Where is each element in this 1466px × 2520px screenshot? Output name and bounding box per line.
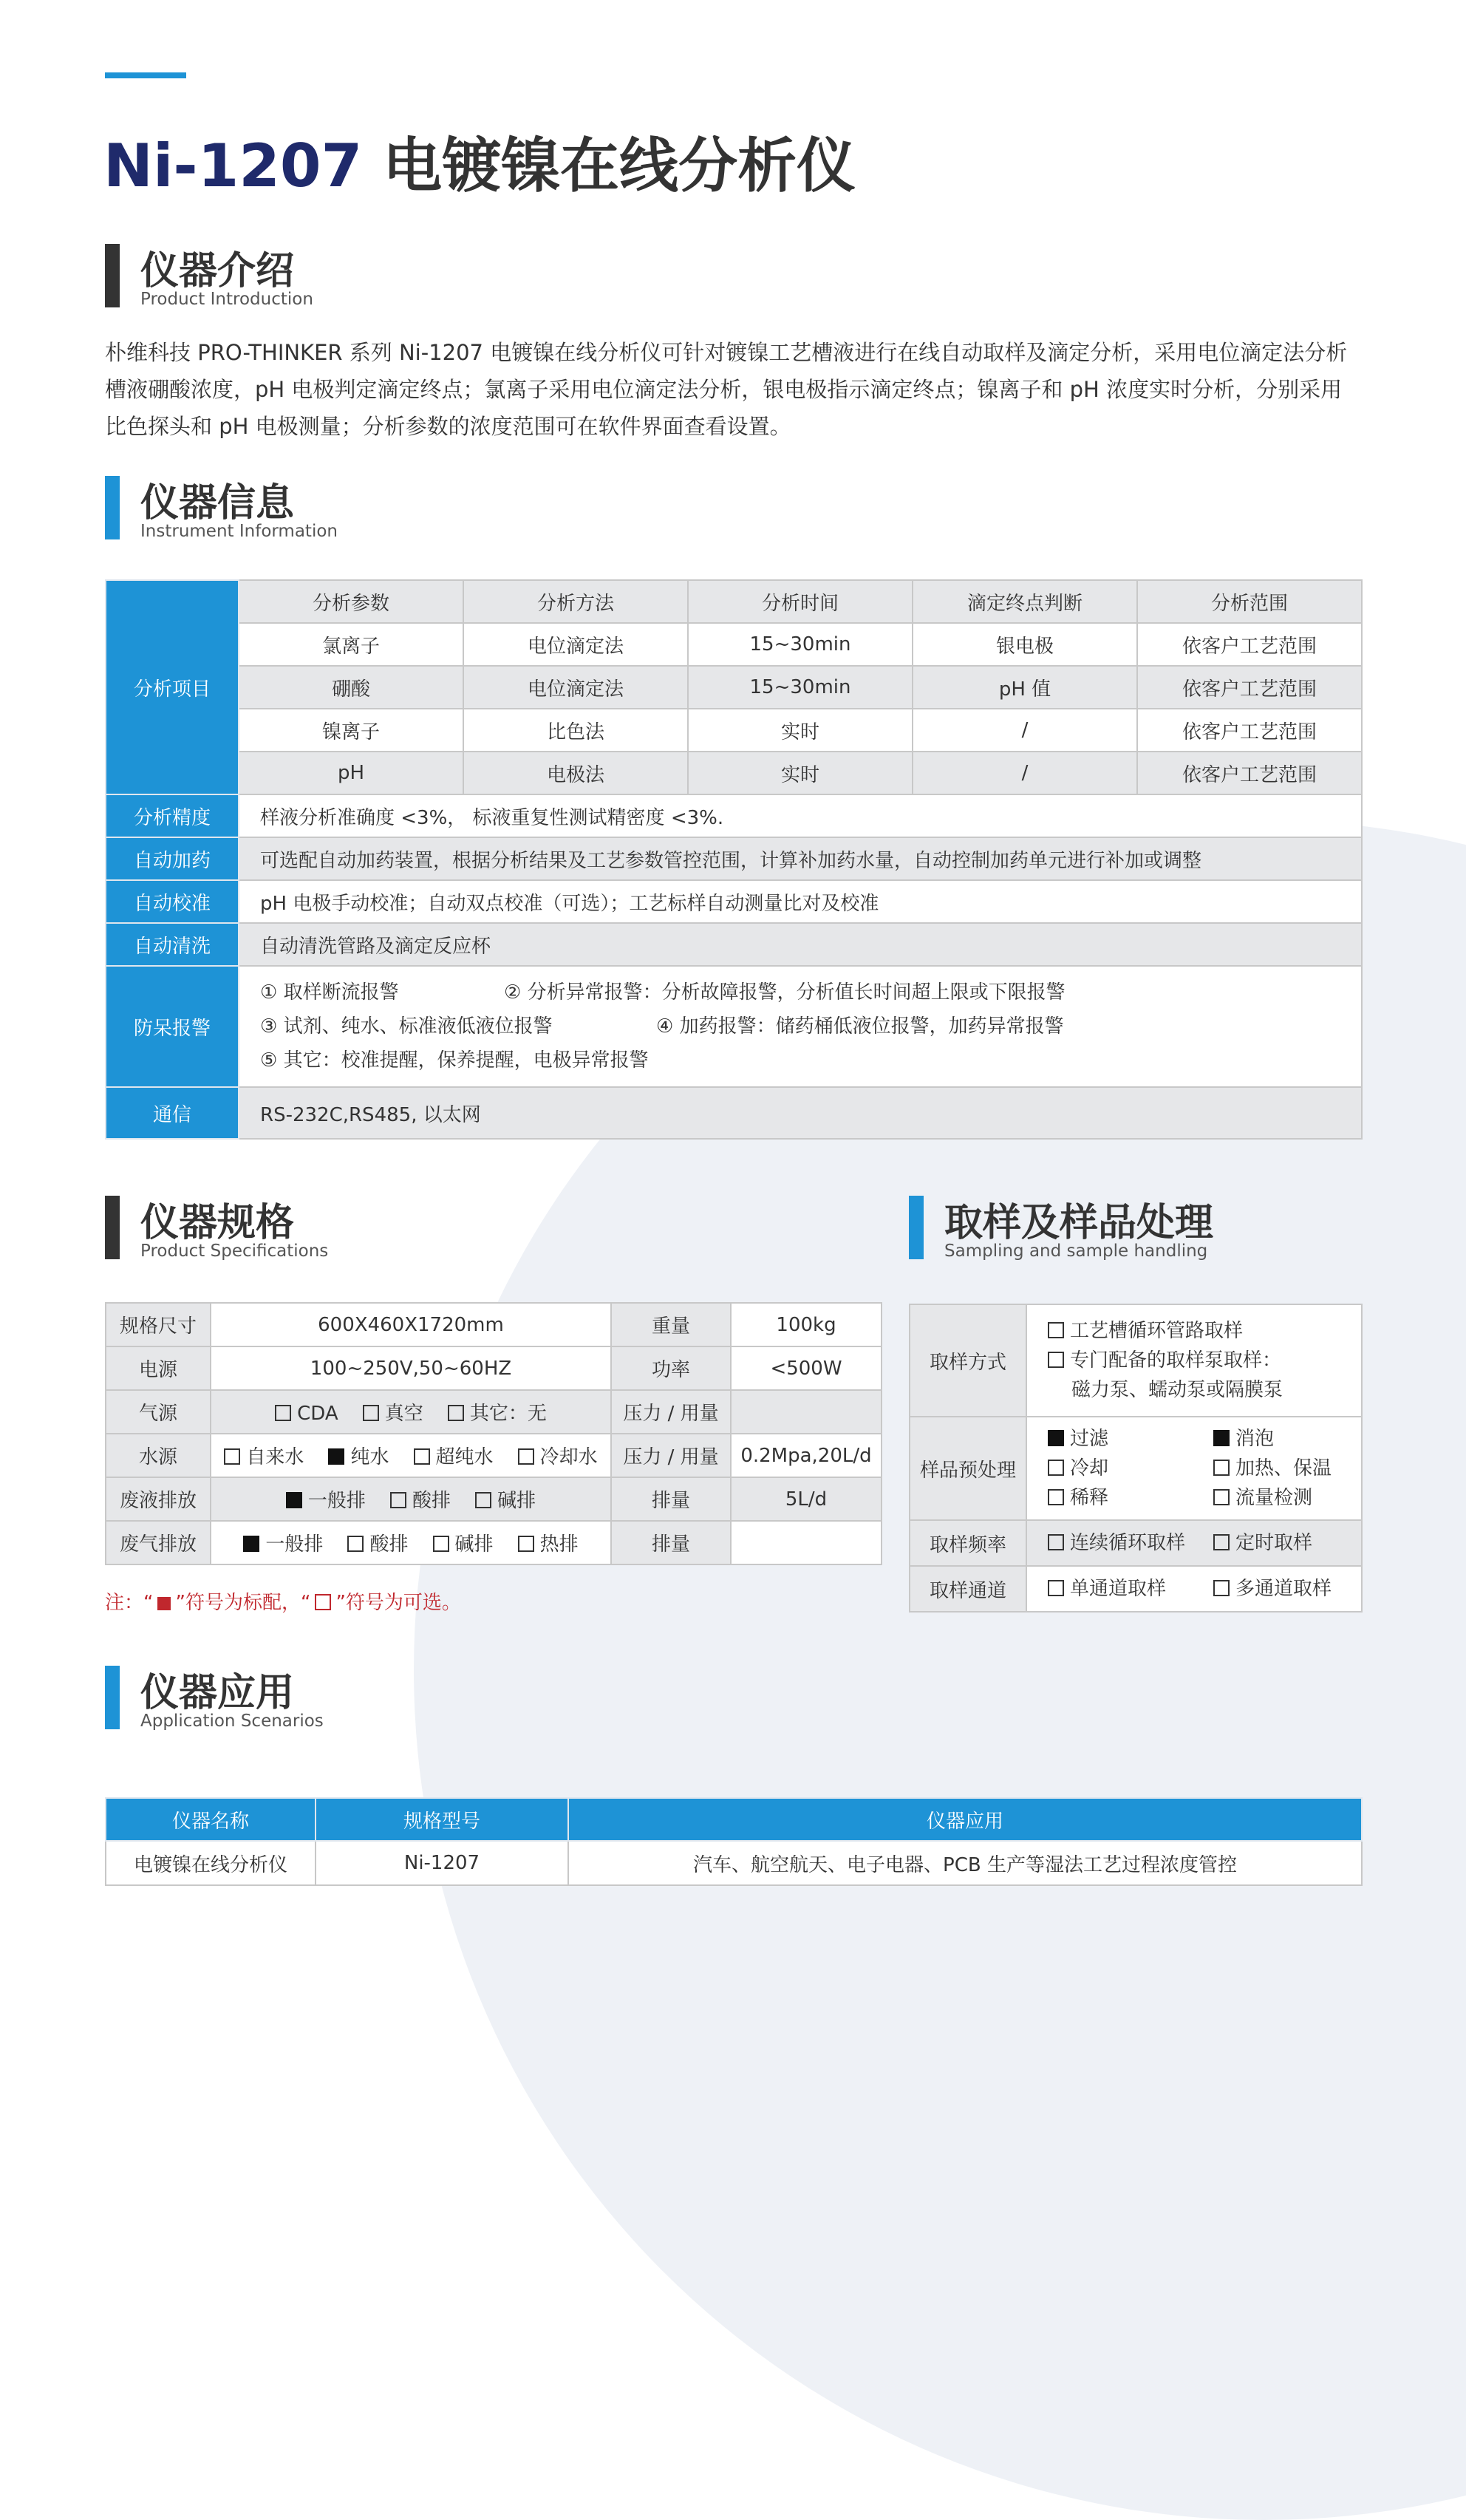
table-row <box>106 1477 882 1521</box>
checkbox-empty-icon <box>1213 1460 1230 1476</box>
option-label: 真空 <box>384 1403 423 1425</box>
checkbox-empty-icon <box>1048 1322 1064 1338</box>
header-cell: 分析范围 <box>1137 580 1362 623</box>
table-header-row <box>106 1798 1362 1841</box>
checkbox-empty-icon <box>414 1448 430 1465</box>
section-title: 仪器应用 <box>140 1671 295 1715</box>
table-row <box>106 752 1362 794</box>
checkbox-empty-icon <box>224 1448 240 1465</box>
table-row <box>106 1303 882 1346</box>
table-cell: 实时 <box>688 752 913 794</box>
option-label: 酸排 <box>369 1533 409 1556</box>
alarm-item: ② 分析异常报警：分析故障报警，分析值长时间超上限或下限报警 <box>504 981 1066 1004</box>
pretreatment-label: 样品预处理 <box>910 1417 1026 1520</box>
table-row <box>910 1417 1362 1520</box>
header-cell: 滴定终点判断 <box>913 580 1137 623</box>
frequency-options <box>1026 1520 1362 1566</box>
option-label: 流量检测 <box>1235 1487 1313 1509</box>
section-bar <box>909 1196 924 1259</box>
table-row <box>910 1520 1362 1566</box>
note-prefix: 注：“ <box>105 1592 154 1614</box>
option-label: 加热、保温 <box>1235 1457 1332 1479</box>
option-label: 单通道取样 <box>1070 1578 1167 1600</box>
section-title: 仪器规格 <box>140 1201 295 1245</box>
table-row <box>106 1346 882 1390</box>
option-label: 工艺槽循环管路取样 <box>1070 1320 1244 1342</box>
checkbox-empty-icon <box>1048 1580 1064 1596</box>
waste-gas-options <box>211 1521 611 1564</box>
section-title: 仪器信息 <box>140 481 295 525</box>
section-subtitle: Product Specifications <box>140 1242 329 1261</box>
weight-label: 重量 <box>611 1303 731 1346</box>
table-row <box>106 966 1362 1087</box>
option-label: 过滤 <box>1070 1428 1109 1450</box>
table-cell: 电位滴定法 <box>463 623 688 666</box>
waste-liquid-label: 废液排放 <box>106 1477 211 1521</box>
option-label: 一般排 <box>307 1490 366 1512</box>
channel-options <box>1026 1566 1362 1612</box>
option-label: CDA <box>297 1403 338 1425</box>
checkbox-filled-icon <box>1213 1430 1230 1446</box>
option-label: 超纯水 <box>435 1446 494 1468</box>
checkbox-empty-icon <box>518 1448 534 1465</box>
table-cell: pH <box>239 752 463 794</box>
checkbox-empty-icon <box>1048 1534 1064 1550</box>
pressure-label: 压力 / 用量 <box>611 1390 731 1434</box>
option-label: 连续循环取样 <box>1070 1532 1186 1554</box>
checkbox-empty-icon <box>1213 1534 1230 1550</box>
checkbox-empty-icon <box>475 1492 491 1508</box>
water-label: 水源 <box>106 1434 211 1477</box>
sampling-table <box>909 1304 1363 1613</box>
pressure-label: 压力 / 用量 <box>611 1434 731 1477</box>
table-row <box>106 709 1362 752</box>
alarm-item: ⑤ 其它：校准提醒，保养提醒，电极异常报警 <box>260 1049 649 1072</box>
water-pressure-value: 0.2Mpa,20L/d <box>731 1434 882 1477</box>
title-name: 电镀镍在线分析仪 <box>383 132 856 200</box>
table-row <box>106 623 1362 666</box>
waste-liquid-options <box>211 1477 611 1521</box>
waste-gas-label: 废气排放 <box>106 1521 211 1564</box>
application-table <box>105 1797 1363 1886</box>
header-cell: 分析参数 <box>239 580 463 623</box>
weight-value: 100kg <box>731 1303 882 1346</box>
checkbox-filled-icon <box>1048 1430 1064 1446</box>
table-cell: 电极法 <box>463 752 688 794</box>
table-row <box>910 1566 1362 1612</box>
checkbox-empty-icon <box>1048 1460 1064 1476</box>
option-label: 酸排 <box>412 1490 451 1512</box>
alarm-label: 防呆报警 <box>106 966 239 1087</box>
table-row <box>106 794 1362 837</box>
table-row <box>106 1521 882 1564</box>
size-label: 规格尺寸 <box>106 1303 211 1346</box>
checkbox-filled-icon <box>243 1536 259 1552</box>
checkbox-empty-icon <box>1048 1352 1064 1368</box>
checkbox-empty-icon <box>518 1536 534 1552</box>
frequency-label: 取样频率 <box>910 1520 1026 1566</box>
table-row <box>106 880 1362 923</box>
section-bar <box>105 244 120 307</box>
table-cell: 电位滴定法 <box>463 666 688 709</box>
air-label: 气源 <box>106 1390 211 1434</box>
pretreatment-options <box>1026 1417 1362 1520</box>
calibration-label: 自动校准 <box>106 880 239 923</box>
table-row <box>106 1841 1362 1885</box>
checkbox-empty-icon <box>390 1492 406 1508</box>
option-label: 碱排 <box>454 1533 494 1556</box>
wattage-value: <500W <box>731 1346 882 1390</box>
table-cell: pH 值 <box>913 666 1137 709</box>
option-label: 纯水 <box>350 1446 389 1468</box>
page-title <box>103 118 856 203</box>
table-row <box>910 1304 1362 1417</box>
precision-value: 样液分析准确度 <3%， 标液重复性测试精密度 <3%. <box>239 794 1362 837</box>
header-cell: 仪器应用 <box>568 1798 1362 1841</box>
option-label: 多通道取样 <box>1235 1578 1332 1600</box>
calibration-value: pH 电极手动校准；自动双点校准（可选）；工艺标样自动测量比对及校准 <box>239 880 1362 923</box>
dosing-label: 自动加药 <box>106 837 239 880</box>
section-subtitle: Product Introduction <box>140 290 313 309</box>
section-bar <box>105 1666 120 1729</box>
intro-paragraph: 朴维科技 PRO-THINKER 系列 Ni-1207 电镀镍在线分析仪可针对镀镍工艺槽液进行在线自动取样及滴定分析，采用电位滴定法分析槽液硼酸浓度，pH 电极判定滴定终点；氯离子采用电位滴定法分析，银电极指示滴定终点；镍离子和 pH 浓度实时分析，分别采用比色探头和 pH 电极测量；分析参数的浓度范围可在软件界面查看设置。 <box>105 340 1348 439</box>
checkbox-empty-icon <box>363 1405 379 1421</box>
table-cell: 硼酸 <box>239 666 463 709</box>
comm-value: RS-232C,RS485, 以太网 <box>239 1087 1362 1139</box>
table-cell: 依客户工艺范围 <box>1137 666 1362 709</box>
checkbox-filled-icon <box>286 1492 302 1508</box>
checkbox-empty-icon <box>1213 1580 1230 1596</box>
table-cell: 镍离子 <box>239 709 463 752</box>
table-cell: 电镀镍在线分析仪 <box>106 1841 316 1885</box>
table-cell: / <box>913 709 1137 752</box>
table-cell: 汽车、航空航天、电子电器、PCB 生产等湿法工艺过程浓度管控 <box>568 1841 1362 1885</box>
table-row <box>106 1087 1362 1139</box>
option-label: 热排 <box>539 1533 579 1556</box>
table-row <box>106 923 1362 966</box>
dosing-value: 可选配自动加药装置，根据分析结果及工艺参数管控范围，计算补加药水量，自动控制加药单元进行补加或调整 <box>239 837 1362 880</box>
drain-label: 排量 <box>611 1521 731 1564</box>
size-value: 600X460X1720mm <box>211 1303 611 1346</box>
top-accent-bar <box>105 72 186 78</box>
header-cell: 仪器名称 <box>106 1798 316 1841</box>
table-cell: 依客户工艺范围 <box>1137 752 1362 794</box>
instrument-info-table <box>105 579 1363 1140</box>
air-options <box>211 1390 611 1434</box>
table-cell: 15~30min <box>688 666 913 709</box>
option-label: 定时取样 <box>1235 1532 1313 1554</box>
table-row <box>106 1390 882 1434</box>
spec-table <box>105 1302 882 1565</box>
method-label: 取样方式 <box>910 1304 1026 1417</box>
checkbox-empty-icon <box>275 1405 291 1421</box>
table-cell: 15~30min <box>688 623 913 666</box>
precision-label: 分析精度 <box>106 794 239 837</box>
option-label: 稀释 <box>1070 1487 1109 1509</box>
note-mid2: ”符号为可选。 <box>335 1592 461 1614</box>
title-model: Ni-1207 <box>103 132 363 200</box>
checkbox-empty-icon <box>347 1536 364 1552</box>
table-row <box>106 1434 882 1477</box>
header-cell: 分析时间 <box>688 580 913 623</box>
option-label: 一般排 <box>265 1533 324 1556</box>
alarm-item: ④ 加药报警：储药桶低液位报警，加药异常报警 <box>656 1015 1064 1038</box>
table-cell: Ni-1207 <box>316 1841 568 1885</box>
checkbox-empty-icon <box>433 1536 449 1552</box>
alarm-item: ① 取样断流报警 <box>260 981 399 1004</box>
checkbox-empty-icon <box>448 1405 464 1421</box>
waste-liquid-drain-value: 5L/d <box>731 1477 882 1521</box>
checkbox-filled-icon <box>328 1448 344 1465</box>
section-bar <box>105 476 120 539</box>
table-row <box>106 837 1362 880</box>
table-row <box>106 666 1362 709</box>
table-cell: 银电极 <box>913 623 1137 666</box>
table-row <box>106 580 1362 623</box>
checkbox-empty-icon <box>1213 1489 1230 1505</box>
power-value: 100~250V,50~60HZ <box>211 1346 611 1390</box>
drain-label: 排量 <box>611 1477 731 1521</box>
channel-label: 取样通道 <box>910 1566 1026 1612</box>
table-cell: 比色法 <box>463 709 688 752</box>
section-subtitle: Instrument Information <box>140 522 338 541</box>
option-label: 碱排 <box>497 1490 536 1512</box>
comm-label: 通信 <box>106 1087 239 1139</box>
header-cell: 分析方法 <box>463 580 688 623</box>
option-label: 磁力泵、蠕动泵或隔膜泵 <box>1071 1379 1283 1401</box>
empty-square-icon <box>315 1594 331 1610</box>
power-label: 电源 <box>106 1346 211 1390</box>
option-label: 其它：无 <box>469 1403 547 1425</box>
wattage-label: 功率 <box>611 1346 731 1390</box>
air-pressure-value <box>731 1390 882 1434</box>
option-label: 自来水 <box>246 1446 304 1468</box>
waste-gas-drain-value <box>731 1521 882 1564</box>
checkbox-empty-icon <box>1048 1489 1064 1505</box>
method-options <box>1026 1304 1362 1417</box>
table-cell: 依客户工艺范围 <box>1137 709 1362 752</box>
option-label: 专门配备的取样泵取样： <box>1070 1349 1282 1372</box>
filled-square-icon <box>157 1597 171 1610</box>
legend-note <box>105 1587 461 1615</box>
table-cell: 依客户工艺范围 <box>1137 623 1362 666</box>
note-mid1: ”符号为标配，“ <box>175 1592 311 1614</box>
cleaning-label: 自动清洗 <box>106 923 239 966</box>
section-bar <box>105 1196 120 1259</box>
table-cell: / <box>913 752 1137 794</box>
analysis-label: 分析项目 <box>106 580 239 794</box>
table-cell: 氯离子 <box>239 623 463 666</box>
option-label: 冷却 <box>1070 1457 1109 1479</box>
section-subtitle: Application Scenarios <box>140 1712 324 1731</box>
alarm-list <box>239 966 1362 1087</box>
section-title: 取样及样品处理 <box>944 1201 1214 1245</box>
section-title: 仪器介绍 <box>140 249 295 293</box>
header-cell: 规格型号 <box>316 1798 568 1841</box>
section-subtitle: Sampling and sample handling <box>944 1242 1208 1261</box>
water-options <box>211 1434 611 1477</box>
table-cell: 实时 <box>688 709 913 752</box>
alarm-item: ③ 试剂、纯水、标准液低液位报警 <box>260 1015 553 1038</box>
cleaning-value: 自动清洗管路及滴定反应杯 <box>239 923 1362 966</box>
option-label: 冷却水 <box>539 1446 598 1468</box>
option-label: 消泡 <box>1235 1428 1275 1450</box>
